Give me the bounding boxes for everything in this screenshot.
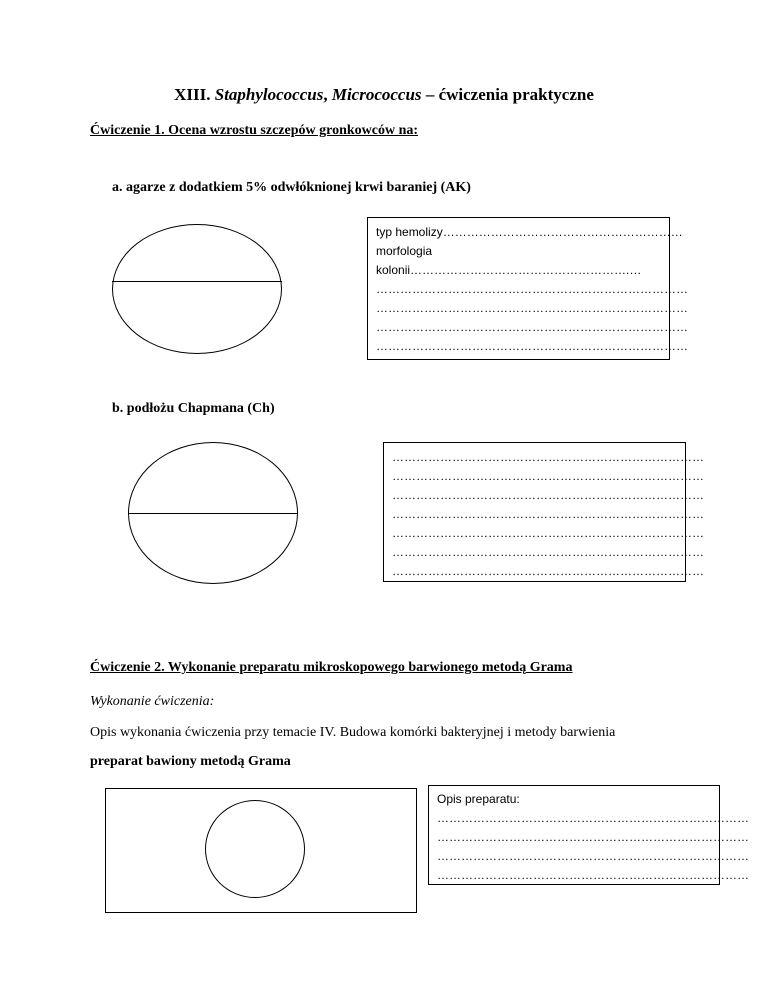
- box-b-line: ……………………………………………………………………: [392, 488, 704, 502]
- box-c-line: ……………………………………………………………………: [437, 868, 749, 882]
- box-b-line: ……………………………………………………………………: [392, 564, 704, 578]
- slide-label: preparat bawiony metodą Grama: [90, 754, 291, 769]
- box-b-line: ……………………………………………………………………: [392, 545, 704, 559]
- title-genus-2: Micrococcus: [331, 85, 422, 104]
- box-a-line: morfologia: [376, 244, 433, 258]
- box-a-line: typ hemolizy……………………………………………………: [376, 225, 683, 239]
- agar-plate-b-divider: [128, 513, 298, 514]
- exercise-2-description: Opis wykonania ćwiczenia przy temacie IV. Budowa komórki bakteryjnej i metody barwienia: [90, 725, 616, 740]
- specimen-description-box: [428, 785, 749, 885]
- box-b-line: ……………………………………………………………………: [392, 507, 704, 521]
- box-b-line: ……………………………………………………………………: [392, 526, 704, 540]
- box-b-line: ……………………………………………………………………: [392, 450, 704, 464]
- title-prefix: XIII.: [174, 85, 215, 104]
- box-c-line: Opis preparatu:: [437, 792, 520, 806]
- box-a-line: ……………………………………………………………………: [376, 339, 688, 353]
- box-a-line: ……………………………………………………………………: [376, 301, 688, 315]
- page-title: [0, 85, 768, 105]
- box-c-line: ……………………………………………………………………: [437, 830, 749, 844]
- agar-plate-a-divider: [112, 281, 282, 282]
- exercise-1a-label: a. agarze z dodatkiem 5% odwłóknionej krwi baraniej (AK): [112, 180, 471, 195]
- slide-specimen-circle: [205, 800, 305, 898]
- title-suffix: – ćwiczenia praktyczne: [421, 85, 594, 104]
- exercise-1b-label: b. podłożu Chapmana (Ch): [112, 401, 275, 416]
- exercise-2-heading: Ćwiczenie 2. Wykonanie preparatu mikroskopowego barwionego metodą Grama: [90, 660, 573, 675]
- exercise-2-subheading: Wykonanie ćwiczenia:: [90, 694, 215, 709]
- box-c-line: ……………………………………………………………………: [437, 849, 749, 863]
- box-c-line: ……………………………………………………………………: [437, 811, 749, 825]
- box-a-line: ……………………………………………………………………: [376, 282, 688, 296]
- exercise-1-heading: Ćwiczenie 1. Ocena wzrostu szczepów gronkowców na:: [90, 123, 419, 138]
- box-a-line: ……………………………………………………………………: [376, 320, 688, 334]
- box-b-line: ……………………………………………………………………: [392, 469, 704, 483]
- title-separator: ,: [323, 85, 332, 104]
- observation-box-b: [383, 442, 704, 582]
- observation-box-a: [367, 217, 688, 360]
- agar-plate-a: [112, 224, 282, 354]
- box-a-line: kolonii……………………………………………….…: [376, 263, 642, 277]
- title-genus-1: Staphylococcus: [214, 85, 324, 104]
